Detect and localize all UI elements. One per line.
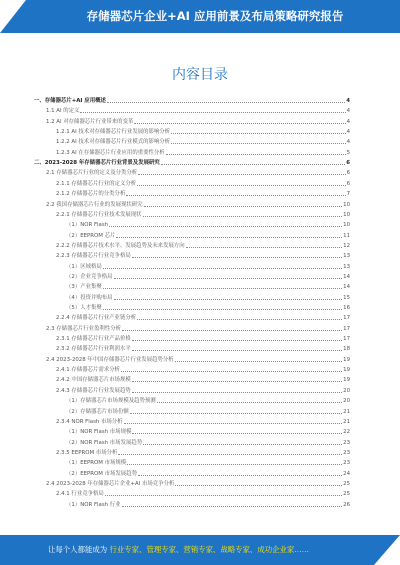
toc-dot-leader <box>122 506 343 507</box>
toc-dot-leader <box>138 174 345 175</box>
toc-dot-leader <box>127 464 342 465</box>
footer-slogan-lead: 让每个人都能成为 <box>48 545 108 554</box>
toc-entry-page-number: 17 <box>343 315 350 322</box>
toc-entry-page-number: 16 <box>343 305 350 311</box>
toc-dot-leader <box>118 454 342 455</box>
toc-entry[interactable] <box>56 241 350 249</box>
toc-entry-page-number: 18 <box>343 346 350 353</box>
toc-entry-page-number: 4 <box>346 118 350 125</box>
toc-entry-page-number: 4 <box>346 129 350 136</box>
toc-entry-page-number: 23 <box>343 439 350 446</box>
toc-entry-label: （5）人才集聚 <box>66 305 102 311</box>
toc-entry-page-number: 14 <box>343 284 350 291</box>
toc-entry-label: （1）NOR Flash 行业 <box>66 501 121 508</box>
toc-entry[interactable] <box>66 500 350 508</box>
toc-entry-page-number: 17 <box>343 336 350 343</box>
toc-entry[interactable] <box>66 427 350 435</box>
toc-entry[interactable] <box>66 293 350 301</box>
toc-entry[interactable] <box>56 127 350 135</box>
footer-corner-cut <box>374 535 400 565</box>
toc-entry-label: 2.3.5 EEPROM 市场分析 <box>56 449 118 456</box>
toc-dot-leader <box>175 485 342 486</box>
toc-entry-label: 2.2.1 存储器芯片行业技术发展现状 <box>56 211 142 218</box>
toc-entry[interactable] <box>46 355 350 363</box>
toc-entry[interactable] <box>56 375 350 383</box>
toc-entry-label: （2）EEPROM 市场发展趋势 <box>66 470 137 477</box>
toc-entry-label: （1）NOR Flash 市场规模 <box>66 429 132 436</box>
toc-dot-leader <box>132 392 342 393</box>
toc-entry-page-number: 26 <box>343 501 350 508</box>
toc-entry[interactable] <box>56 344 350 352</box>
toc-entry[interactable] <box>46 168 350 176</box>
toc-entry-page-number: 23 <box>343 460 350 467</box>
toc-entry-label: 1.2 AI 对存储器芯片行业带来的变革 <box>46 118 134 125</box>
toc-entry-page-number: 25 <box>343 480 350 487</box>
toc-dot-leader <box>103 288 342 289</box>
toc-entry-page-number: 10 <box>343 201 350 208</box>
toc-dot-leader <box>103 268 342 269</box>
toc-entry[interactable] <box>56 148 350 156</box>
toc-dot-leader <box>157 402 342 403</box>
toc-dot-leader <box>109 226 342 227</box>
toc-entry-label: 2.1.1 存储器芯片行业的定义分析 <box>56 180 137 187</box>
toc-entry[interactable] <box>34 158 350 166</box>
toc-entry-label: 2.2 我国存储器芯片行业的发展现状研究 <box>46 201 143 208</box>
toc-dot-leader <box>144 206 343 207</box>
toc-entry-page-number: 24 <box>343 470 350 477</box>
toc-entry[interactable] <box>66 282 350 290</box>
toc-entry[interactable] <box>34 96 350 104</box>
toc-entry-label: 2.4.1 行业竞争格局 <box>56 491 104 498</box>
toc-entry-label: （2）EEPROM 芯片 <box>66 232 116 239</box>
toc-entry-label: 一、存储器芯片+AI 应用概述 <box>34 98 106 104</box>
toc-entry-label: （3）产业集聚 <box>66 284 102 291</box>
toc-dot-leader <box>103 309 342 310</box>
toc-entry-label: 2.3.2 存储器芯片行业利润水平 <box>56 346 131 353</box>
toc-entry[interactable] <box>56 386 350 394</box>
toc-entry-label: 2.4.3 存储器芯片行业发展趋势 <box>56 387 131 394</box>
toc-dot-leader <box>105 495 342 496</box>
toc-dot-leader <box>143 216 343 217</box>
toc-dot-leader <box>116 237 342 238</box>
toc-entry-page-number: 19 <box>343 367 350 374</box>
toc-entry-page-number: 6 <box>346 170 350 177</box>
toc-entry-page-number: 11 <box>343 232 350 239</box>
toc-entry-page-number: 13 <box>343 253 350 260</box>
toc-entry-page-number: 4 <box>346 108 350 115</box>
toc-dot-leader <box>122 330 342 331</box>
toc-entry-label: （1）区域格局 <box>66 263 102 270</box>
toc-entry-page-number: 4 <box>346 98 350 104</box>
toc-entry-label: （1）NOR Flash <box>66 222 109 229</box>
toc-entry-label: （1）EEPROM 市场规模 <box>66 460 127 467</box>
toc-entry-label: 2.2.4 存储器芯片行业产业链分析 <box>56 315 137 322</box>
toc-entry[interactable] <box>56 179 350 187</box>
toc-dot-leader <box>138 475 342 476</box>
toc-entry[interactable] <box>56 210 350 218</box>
toc-dot-leader <box>114 299 343 300</box>
toc-dot-leader <box>121 371 342 372</box>
toc-dot-leader <box>124 423 343 424</box>
toc-entry[interactable] <box>46 324 350 332</box>
toc-dot-leader <box>114 278 343 279</box>
toc-entry-label: 2.4.1 存储器芯片需求分析 <box>56 367 120 374</box>
toc-entry[interactable] <box>66 231 350 239</box>
toc-entry-page-number: 19 <box>343 356 350 363</box>
toc-entry[interactable] <box>46 479 350 487</box>
toc-entry-label: 2.1.2 存储器芯片的分类分析 <box>56 191 126 198</box>
toc-entry[interactable] <box>66 396 350 404</box>
toc-entry-label: 1.1 AI 的定义 <box>46 108 80 115</box>
page-header-banner <box>0 0 400 33</box>
toc-entry-label: 2.4 2023-2028 年存储器芯片企业+AI 市场竞争分析 <box>46 480 175 487</box>
toc-entry[interactable] <box>66 262 350 270</box>
toc-dot-leader <box>171 143 346 144</box>
toc-entry[interactable] <box>56 251 350 259</box>
toc-entry-label: 2.2.3 存储器芯片行业竞争格局 <box>56 253 131 260</box>
toc-entry-label: 2.1 存储器芯片行业的定义及分类分析 <box>46 170 138 177</box>
toc-entry-label: 2.4.2 中国存储器芯片市场规模 <box>56 377 131 384</box>
toc-entry-label: 2.2.2 存储器芯片技术水平、发展趋势及未来发展方向 <box>56 242 185 249</box>
toc-dot-leader <box>132 433 342 434</box>
toc-entry-label: 1.2.1 AI 技术对存储器芯片行业发展的影响分析 <box>56 129 171 136</box>
toc-entry[interactable] <box>56 334 350 342</box>
toc-entry-page-number: 13 <box>343 263 350 270</box>
toc-entry-page-number: 6 <box>346 160 350 167</box>
toc-entry-page-number: 14 <box>343 273 350 280</box>
toc-dot-leader <box>134 123 345 124</box>
toc-entry-page-number: 17 <box>343 325 350 332</box>
toc-entry-label: （2）存储器芯片市场份额 <box>66 408 129 415</box>
toc-entry[interactable] <box>56 365 350 373</box>
toc-dot-leader <box>107 102 345 103</box>
toc-entry-page-number: 25 <box>343 491 350 498</box>
toc-entry-page-number: 19 <box>343 377 350 384</box>
toc-entry[interactable] <box>46 200 350 208</box>
toc-dot-leader <box>132 340 342 341</box>
toc-entry[interactable] <box>56 137 350 145</box>
toc-entry-label: （1）存储器芯片市场规模及趋势预测 <box>66 398 156 405</box>
toc-entry-page-number: 23 <box>343 449 350 456</box>
toc-entry[interactable] <box>46 106 350 114</box>
toc-dot-leader <box>166 154 346 155</box>
toc-entry-page-number: 12 <box>343 242 350 249</box>
toc-entry[interactable] <box>56 417 350 425</box>
toc-entry[interactable] <box>66 303 350 311</box>
toc-entry[interactable] <box>66 438 350 446</box>
toc-entry-page-number: 20 <box>343 398 350 405</box>
toc-entry-label: 1.2.3 AI 在存储器芯片行业应用的重要性分析 <box>56 149 165 156</box>
toc-entry-page-number: 21 <box>343 418 350 425</box>
toc-dot-leader <box>186 247 343 248</box>
footer-slogan-roles: 行业专家、管理专家、营销专家、战略专家、成功企业家…… <box>109 545 310 554</box>
toc-entry-label: （4）投资并购布局 <box>66 294 113 301</box>
toc-entry-label: 2.4 2023-2028 年中国存储器芯片行业发展趋势分析 <box>46 356 174 363</box>
toc-dot-leader <box>132 381 342 382</box>
toc-entry-label: 2.3 存储器芯片行业盈利性分析 <box>46 325 121 332</box>
toc-entry[interactable] <box>56 489 350 497</box>
toc-entry[interactable] <box>56 313 350 321</box>
toc-entry[interactable] <box>66 272 350 280</box>
toc-dot-leader <box>132 257 342 258</box>
toc-heading: 内容目录 <box>172 67 228 83</box>
toc-entry[interactable] <box>66 220 350 228</box>
toc-entry-page-number: 22 <box>343 429 350 436</box>
toc-entry-label: （2）NOR Flash 市场发展趋势 <box>66 439 143 446</box>
toc-entry[interactable] <box>46 117 350 125</box>
toc-entry-page-number: 20 <box>343 387 350 394</box>
toc-entry[interactable] <box>66 469 350 477</box>
header-corner-cut <box>0 0 26 33</box>
toc-entry-page-number: 10 <box>343 211 350 218</box>
toc-entry[interactable] <box>66 458 350 466</box>
toc-entry[interactable] <box>66 407 350 415</box>
toc-entry-label: （2）企业竞争格局 <box>66 273 113 280</box>
toc-entry[interactable] <box>56 189 350 197</box>
toc-dot-leader <box>130 413 342 414</box>
toc-dot-leader <box>161 164 345 165</box>
toc-dot-leader <box>171 133 346 134</box>
toc-entry-page-number: 21 <box>343 408 350 415</box>
toc-dot-leader <box>175 361 343 362</box>
toc-entry-page-number: 5 <box>346 149 350 156</box>
report-title: 存储器芯片企业+AI 应用前景及布局策略研究报告 <box>86 9 344 23</box>
toc-dot-leader <box>80 112 345 113</box>
toc-entry-label: 二、2023-2028 年存储器芯片行业背景及发展研究 <box>34 160 160 167</box>
page-footer-banner <box>0 535 400 565</box>
toc-entry-label: 1.2.2 AI 技术对存储器芯片行业模式的影响分析 <box>56 139 171 146</box>
toc-entry-page-number: 15 <box>343 294 350 301</box>
toc-dot-leader <box>126 195 345 196</box>
toc-entry-page-number: 6 <box>346 180 350 187</box>
toc-entry[interactable] <box>56 448 350 456</box>
toc-dot-leader <box>143 444 342 445</box>
toc-entry-page-number: 10 <box>343 222 350 229</box>
toc-entry-page-number: 7 <box>346 191 350 198</box>
toc-entry-label: 2.3.1 存储器芯片行业产品价格 <box>56 336 131 343</box>
toc-dot-leader <box>137 185 345 186</box>
toc-entry-label: 2.3.4 NOR Flash 市场分析 <box>56 418 123 425</box>
footer-slogan <box>48 535 309 565</box>
toc-dot-leader <box>132 350 342 351</box>
toc-dot-leader <box>137 319 342 320</box>
toc-entry-page-number: 4 <box>346 139 350 146</box>
